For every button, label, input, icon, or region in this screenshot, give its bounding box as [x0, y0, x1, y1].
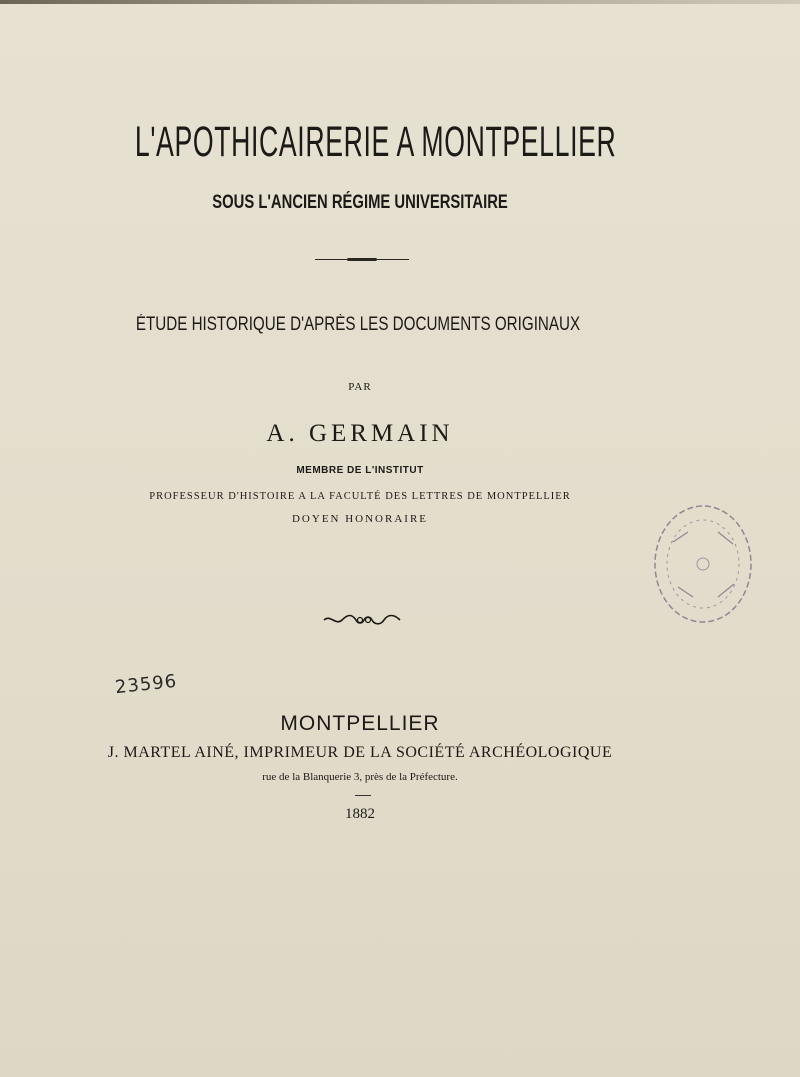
- page-edge: [0, 0, 800, 4]
- title-rule: [315, 259, 409, 260]
- author-position: PROFESSEUR D'HISTOIRE A LA FACULTÉ DES LETTRES DE MONTPELLIER: [149, 491, 571, 502]
- page-subtitle: SOUS L'ANCIEN RÉGIME UNIVERSITAIRE: [212, 192, 508, 213]
- publication-year: 1882: [345, 806, 375, 822]
- printer-address: rue de la Blanquerie 3, près de la Préfecture.: [262, 771, 458, 783]
- page-title: L'APOTHICAIRERIE A MONTPELLIER: [134, 118, 617, 166]
- library-stamp: [648, 502, 758, 632]
- publication-city: MONTPELLIER: [280, 712, 440, 735]
- study-description: ÉTUDE HISTORIQUE D'APRÈS LES DOCUMENTS ORIGINAUX: [135, 314, 581, 335]
- printer-name: J. MARTEL AINÉ, IMPRIMEUR DE LA SOCIÉTÉ ARCHÉOLOGIQUE: [107, 744, 613, 761]
- ornament-flourish: [322, 610, 402, 630]
- author-title: DOYEN HONORAIRE: [291, 513, 429, 525]
- author-membership: MEMBRE DE L'INSTITUT: [296, 465, 424, 476]
- author-name: A. GERMAIN: [266, 420, 454, 447]
- by-label: PAR: [348, 381, 372, 393]
- year-rule: [355, 795, 371, 796]
- shelfmark-number: 23596: [114, 670, 179, 699]
